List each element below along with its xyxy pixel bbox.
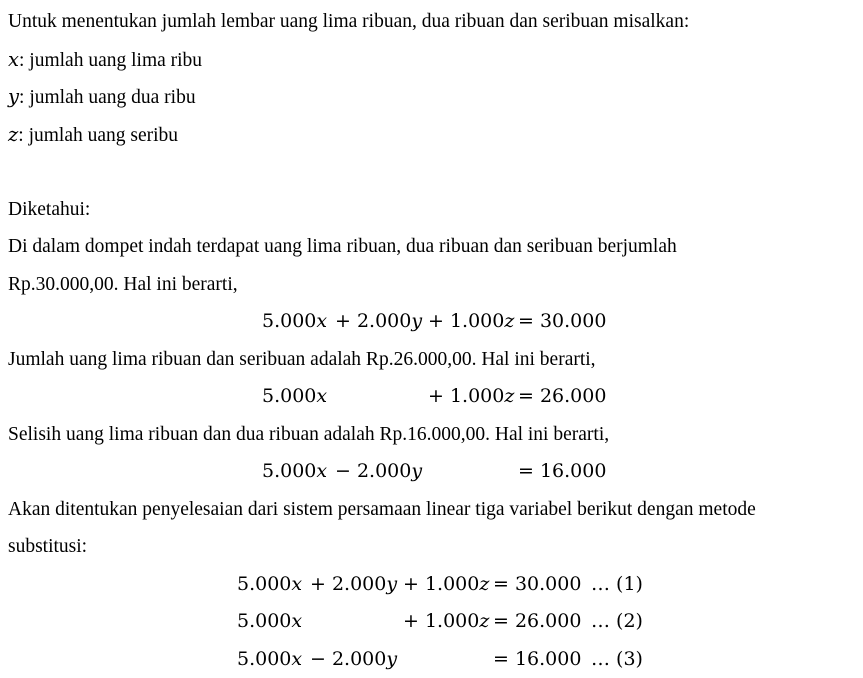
intro-line — [8, 3, 863, 41]
term-variable: y — [411, 310, 423, 332]
term-coefficient: 5.000 — [262, 310, 317, 332]
system-equation-2 — [8, 603, 863, 641]
term-variable: z — [479, 572, 490, 595]
equation-total — [8, 303, 863, 341]
equation-rhs: = 26.000 — [518, 385, 607, 407]
equation-term — [237, 641, 310, 678]
variable-y: y — [8, 85, 20, 108]
closing-statement-line-2 — [8, 528, 863, 566]
definition-y-text: : jumlah uang dua ribu — [19, 87, 196, 108]
equation-term — [237, 603, 310, 641]
term-coefficient: + 1.000 — [428, 310, 505, 332]
known-statement-2 — [8, 341, 863, 379]
equation-term — [262, 303, 335, 341]
diketahui-text: Diketahui: — [8, 198, 91, 220]
definition-x-text: : jumlah uang lima ribu — [19, 49, 203, 71]
term-variable: y — [411, 460, 423, 482]
equation-five-thousand-one-thousand — [8, 378, 863, 416]
variable-x: x — [8, 47, 19, 71]
intro-text: Untuk menentukan jumlah lembar uang lima ribuan, dua ribuan dan seribuan misalkan: — [8, 11, 690, 32]
term-variable: x — [291, 610, 303, 632]
variable-definition-y — [8, 78, 863, 116]
term-coefficient: + 1.000 — [428, 385, 505, 407]
term-coefficient: 5.000 — [262, 385, 317, 407]
closing-statement-1-text: Akan ditentukan penyelesaian dari sistem persamaan linear tiga variabel berikut dengan metode — [8, 498, 756, 520]
term-variable: y — [386, 572, 398, 595]
equation-label: … (3) — [591, 647, 643, 670]
equation-label: … (1) — [591, 572, 643, 595]
equation-term — [335, 303, 428, 341]
closing-statement-2-text: substitusi: — [8, 536, 88, 557]
term-variable: x — [316, 310, 328, 332]
term-variable: z — [504, 385, 515, 407]
known-statement-1b-text: Rp.30.000,00. Hal ini berarti, — [8, 273, 238, 295]
term-coefficient: − 2.000 — [310, 647, 387, 670]
term-variable: x — [316, 460, 328, 482]
known-statement-1a-text: Di dalam dompet indah terdapat uang lima ribuan, dua ribuan dan seribuan berjumlah — [8, 236, 677, 257]
equation-rhs: = 16.000 — [518, 460, 607, 482]
equation-difference — [8, 453, 863, 491]
equation-rhs: = 30.000 — [493, 572, 582, 595]
equation-rhs: = 26.000 — [493, 610, 582, 632]
definition-z-text: : jumlah uang seribu — [18, 124, 179, 146]
term-variable: z — [504, 310, 515, 332]
equation-term — [428, 453, 518, 491]
equation-rhs: = 16.000 — [493, 647, 582, 670]
equation-term — [310, 566, 403, 604]
equation-term — [403, 566, 493, 604]
equation-term — [310, 641, 403, 678]
term-coefficient: 5.000 — [237, 647, 292, 670]
equation-term — [335, 378, 428, 416]
equation-term — [428, 303, 518, 341]
system-equation-1 — [8, 566, 863, 604]
equation-term — [237, 566, 310, 604]
term-coefficient: 5.000 — [237, 610, 292, 632]
term-coefficient: + 2.000 — [335, 310, 412, 332]
equation-term — [428, 378, 518, 416]
variable-z: z — [8, 122, 19, 146]
equation-term — [335, 453, 428, 491]
term-variable: y — [386, 647, 398, 670]
known-statement-3 — [8, 416, 863, 454]
term-coefficient: − 2.000 — [335, 460, 412, 482]
variable-definition-z — [8, 116, 863, 154]
known-statement-1-line-1 — [8, 228, 863, 266]
equation-term — [262, 453, 335, 491]
term-coefficient: + 2.000 — [310, 572, 387, 595]
term-coefficient: + 1.000 — [403, 572, 480, 595]
equation-rhs: = 30.000 — [518, 310, 607, 332]
known-statement-2-text: Jumlah uang lima ribuan dan seribuan adalah Rp.26.000,00. Hal ini berarti, — [8, 348, 596, 370]
variable-definition-x — [8, 41, 863, 79]
term-coefficient: + 1.000 — [403, 610, 480, 632]
equation-term — [403, 603, 493, 641]
equation-label: … (2) — [591, 610, 643, 632]
equation-term — [403, 641, 493, 678]
term-coefficient: 5.000 — [237, 572, 292, 595]
diketahui-heading — [8, 191, 863, 229]
known-statement-3-text: Selisih uang lima ribuan dan dua ribuan adalah Rp.16.000,00. Hal ini berarti, — [8, 423, 610, 445]
known-statement-1-line-2 — [8, 266, 863, 304]
system-equation-3 — [8, 641, 863, 678]
closing-statement-line-1 — [8, 491, 863, 529]
term-coefficient: 5.000 — [262, 460, 317, 482]
equation-term — [262, 378, 335, 416]
term-variable: x — [291, 647, 303, 670]
blank-line — [8, 153, 863, 191]
term-variable: z — [479, 610, 490, 632]
equation-term — [310, 603, 403, 641]
term-variable: x — [316, 385, 328, 407]
term-variable: x — [291, 572, 303, 595]
